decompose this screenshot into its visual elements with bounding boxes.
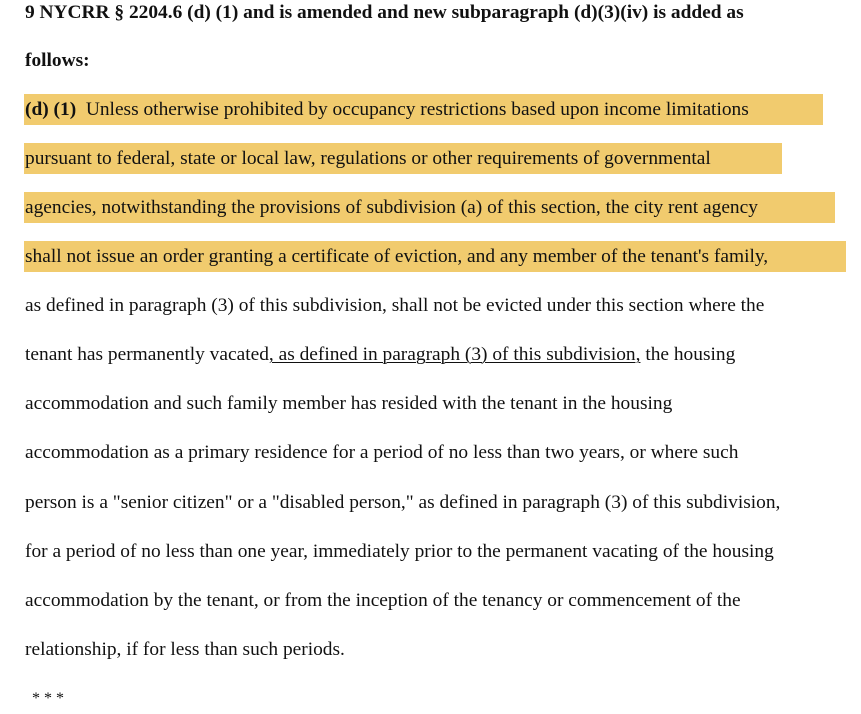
paragraph-line-2: pursuant to federal, state or local law, regulations or other requirements of governmental xyxy=(25,148,711,169)
paragraph-line-4: shall not issue an order granting a certificate of eviction, and any member of the tenant's family, xyxy=(25,246,769,267)
heading-line-1: 9 NYCRR § 2204.6 (d) (1) and is amended and new subparagraph (d)(3)(iv) is added as xyxy=(25,2,744,23)
paragraph-label: (d) (1) xyxy=(25,99,77,120)
paragraph-line-12: relationship, if for less than such periods. xyxy=(25,639,345,660)
paragraph-line-1 xyxy=(25,95,749,125)
paragraph-line-1-text: Unless otherwise prohibited by occupancy restrictions based upon income limitations xyxy=(85,99,749,120)
paragraph-line-3: agencies, notwithstanding the provisions of subdivision (a) of this section, the city rent agency xyxy=(25,197,758,218)
paragraph-line-10: for a period of no less than one year, immediately prior to the permanent vacating of the housing xyxy=(25,541,774,562)
paragraph-line-6 xyxy=(25,340,735,370)
paragraph-line-8: accommodation as a primary residence for a period of no less than two years, or where such xyxy=(25,442,739,463)
section-break-asterisks: * * * xyxy=(32,690,64,707)
paragraph-line-9: person is a "senior citizen" or a "disabled person," as defined in paragraph (3) of this subdivision, xyxy=(25,492,781,513)
line-6-post: the housing xyxy=(640,344,736,365)
line-6-pre: tenant has permanently vacated xyxy=(25,344,269,365)
paragraph-line-7: accommodation and such family member has resided with the tenant in the housing xyxy=(25,393,673,414)
heading-line-2: follows: xyxy=(25,50,90,71)
paragraph-line-5: as defined in paragraph (3) of this subdivision, shall not be evicted under this section where the xyxy=(25,295,765,316)
inserted-text: , as defined in paragraph (3) of this subdivision, xyxy=(268,344,641,365)
paragraph-line-11: accommodation by the tenant, or from the inception of the tenancy or commencement of the xyxy=(25,590,741,611)
